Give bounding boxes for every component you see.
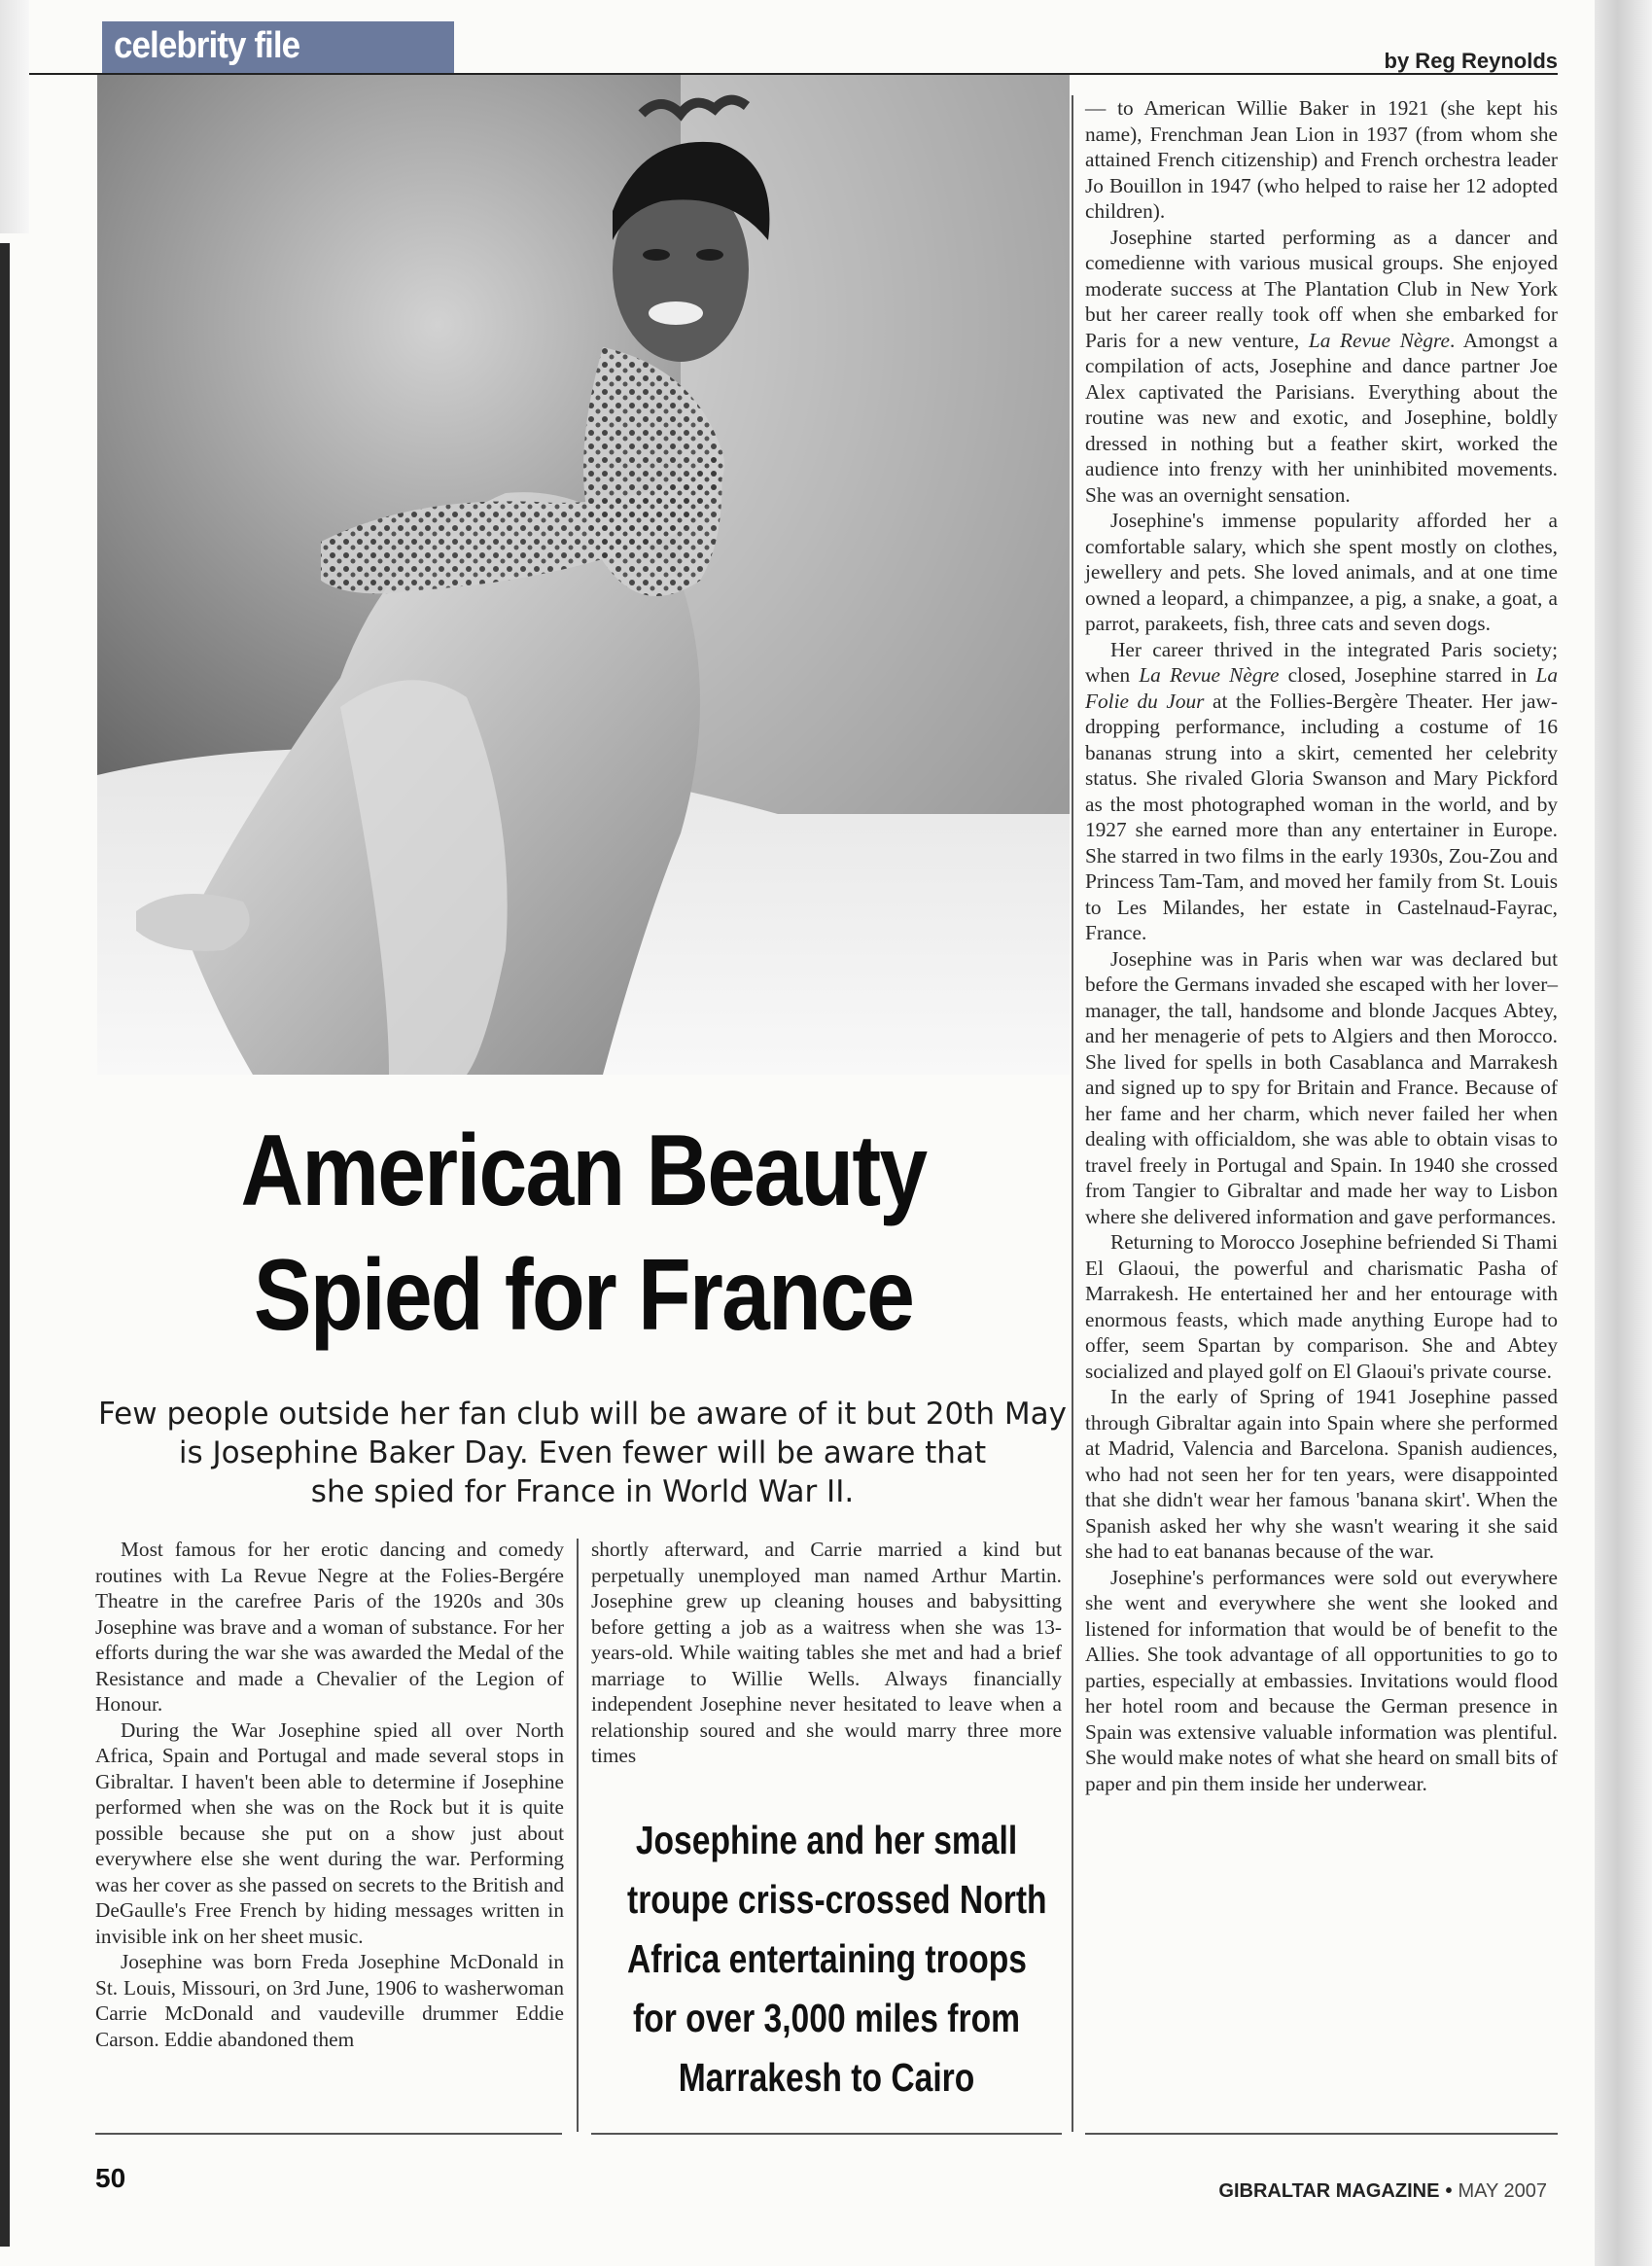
paragraph: shortly afterward, and Carrie married a kind but perpetually unemployed man named Arthur Martin. Josephine grew up cleaning houses and babysitting before getting a job as a waitress when she was 13-years-old. While waiting tables she met and had a brief marriage to Willie Wells. Always financially independent Josephine never hesitated to leave when a relationship soured and she would marry three more times (591, 1538, 1062, 1767)
magazine-name: GIBRALTAR MAGAZINE (1218, 2180, 1440, 2202)
footer-separator: • (1445, 2180, 1453, 2202)
pull-quote (627, 1811, 1047, 2107)
standfirst-line-1: Few people outside her fan club will be aware of it but 20th May (98, 1397, 1067, 1432)
standfirst-line-3: she spied for France in World War II. (310, 1474, 855, 1509)
standfirst-line-2: is Josephine Baker Day. Even fewer will be aware that (178, 1435, 987, 1470)
paragraph: During the War Josephine spied all over North Africa, Spain and Portugal and made several stops in Gibraltar. I haven't been able to determine if Josephine performed when she was on the Rock but it is quite possible because she put on a show just about everywhere else she went during the war. Performing was her cover as she passed on secrets to the British and DeGaulle's Free French by hiding messages written in invisible ink on her sheet music. (95, 1717, 564, 1948)
column-divider (577, 1539, 579, 2132)
show-title: La Revue Nègre (1308, 328, 1450, 352)
byline: by Reg Reynolds (1384, 49, 1558, 73)
section-tab (102, 21, 454, 74)
page-binding-edge (0, 243, 10, 2247)
headline-line-1: American Beauty (240, 1115, 927, 1227)
page-number: 50 (95, 2163, 126, 2193)
pull-quote-line: Africa entertaining troops (627, 1936, 1027, 1981)
portrait-photo (97, 75, 1070, 1075)
pull-quote-line: Marrakesh to Cairo (678, 2055, 975, 2100)
show-title: La Revue Nègre (1139, 663, 1280, 687)
paragraph: Josephine's performances were sold out everywhere she went and everywhere she went she looked and listened for information that would be of benefit to the Allies. She took advantage of all opportunities to go to parties, especially at embassies. Invitations would flood her hotel room and because the German presence in Spain was extensive valuable information was plentiful. She would make notes of what she heard on small bits of paper and pin them inside her underwear. (1085, 1565, 1558, 1795)
paragraph: Josephine started performing as a dancer and comedienne with various musical groups. She enjoyed moderate success at The Plantation Club in New York but her career really took off when she embarked for Paris for a new venture, La Revue Nègre. Amongst a compilation of acts, Josephine and dance partner Joe Alex captivated the Parisians. Everything about the routine was new and exotic, and Josephine, boldly dressed in nothing but a feather skirt, worked the audience into frenzy with her uninhibited movements. She was an overnight sensation. (1085, 225, 1558, 507)
page-gutter-shadow (1595, 0, 1652, 2266)
magazine-footer (1218, 2180, 1547, 2203)
standfirst (95, 1395, 1070, 1511)
paragraph: Returning to Morocco Josephine befriended Si Thami El Glaoui, the powerful and charismatic Pasha of Marrakesh. He entertained her and her entourage with enormous feasts, which made anything Europe had to offer, seem Spartan by comparison. She and Abtey socialized and played golf on El Glaoui's private course. (1085, 1230, 1558, 1383)
paragraph: Josephine was born Freda Josephine McDonald in St. Louis, Missouri, on 3rd June, 1906 to washerwoman Carrie McDonald and vaudeville drummer Eddie Carson. Eddie abandoned them (95, 1950, 564, 2051)
column-divider (1072, 95, 1073, 2132)
paragraph: Josephine was in Paris when war was declared but before the Germans invaded she escaped with her lover–manager, the tall, handsome and blonde Jacques Abtey, and her menagerie of pets to Algiers and then Morocco. She lived for spells in both Casablanca and Marrakesh and signed up to spy for Britain and France. Because of her fame and her charm, which never failed her when dealing with officialdom, she was able to obtain visas to travel freely in Portugal and Spain. In 1940 she crossed from Tangier to Gibraltar and made her way to Lisbon where she delivered information and gave performances. (1085, 946, 1558, 1228)
body-column-3 (1085, 95, 1558, 1796)
headline-line-2: Spied for France (253, 1239, 914, 1352)
headline (165, 1109, 1002, 1358)
paragraph: In the early of Spring of 1941 Josephine passed through Gibraltar again into Spain where she performed at Madrid, Valencia and Barcelona. Spanish audiences, who had not seen her for ten years, were disappointed that she didn't wear her famous 'banana skirt'. When the Spanish asked her why she wasn't wearing it she said she had to eat bananas because of the war. (1085, 1385, 1558, 1563)
pull-quote-line: for over 3,000 miles from (632, 1996, 1021, 2040)
paragraph: Most famous for her erotic dancing and comedy routines with La Revue Negre at the Folies-Bergére Theatre in the carefree Paris of the 1920s and 30s Josephine was brave and a woman of substance. For her efforts during the war she was awarded the Medal of the Resistance and made a Chevalier of the Legion of Honour. (95, 1538, 564, 1716)
body-column-1 (95, 1537, 564, 2052)
paragraph: Josephine's immense popularity afforded her a comfortable salary, which she spent mostly on clothes, jewellery and pets. She loved animals, and at one time owned a leopard, a chimpanzee, a pig, a snake, a goat, a parrot, parakeets, fish, three cats and seven dogs. (1085, 509, 1558, 635)
page-left-edge (0, 0, 29, 233)
paragraph: Her career thrived in the integrated Paris society; when La Revue Nègre closed, Josephine starred in La Folie du Jour at the Follies-Bergère Theater. Her jaw-dropping performance, including a costume of 16 bananas strung into a skirt, cemented her celebrity status. She rivaled Gloria Swanson and Mary Pickford as the most photographed woman in the world, and by 1927 she earned more than any entertainer in Europe. She starred in two films in the early 1930s, Zou-Zou and Princess Tam-Tam, and moved her family from St. Louis to Les Milandes, her estate in Castelnaud-Fayrac, France. (1085, 637, 1558, 944)
issue-date: MAY 2007 (1458, 2180, 1547, 2202)
show-title: La Folie du Jour (1085, 663, 1558, 713)
footer-rule (1085, 2133, 1558, 2135)
pull-quote-line: Josephine and her small (635, 1818, 1018, 1862)
pull-quote-line: troupe criss-crossed North (627, 1877, 1047, 1922)
footer-rule (591, 2133, 1062, 2135)
body-column-2 (591, 1537, 1062, 1769)
paragraph: — to American Willie Baker in 1921 (she kept his name), Frenchman Jean Lion in 1937 (from whom she attained French citizenship) and French orchestra leader Jo Bouillon in 1947 (who helped to raise her 12 adopted children). (1085, 96, 1558, 223)
footer-rule (95, 2133, 562, 2135)
section-label: celebrity file (114, 25, 300, 66)
